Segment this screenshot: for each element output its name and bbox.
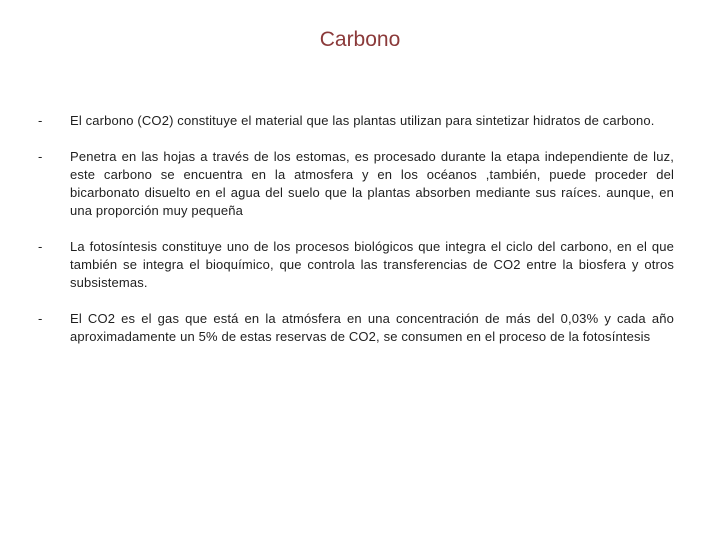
list-item-text: Penetra en las hojas a través de los estomas, es procesado durante la etapa independiente de luz, este carbono se encuentra en la atmosfera y en los océanos ,también, puede proceder del bicarbonato disuelto en el agua del suelo que la plantas absorben mediante sus raíces. aunque, en una proporción muy pequeña [70, 149, 674, 218]
list-item [38, 112, 674, 130]
list-item-text: El carbono (CO2) constituye el material que las plantas utilizan para sintetizar hidratos de carbono. [70, 113, 655, 128]
list-item [38, 148, 674, 220]
list-item [38, 310, 674, 346]
bullet-marker: - [38, 311, 43, 326]
bullet-list [38, 112, 674, 364]
list-item-text: La fotosíntesis constituye uno de los procesos biológicos que integra el ciclo del carbono, en el que también se integra el bioquímico, que controla las transferencias de CO2 entre la biosfera y otros subsistemas. [70, 239, 674, 290]
list-item [38, 238, 674, 292]
bullet-marker: - [38, 113, 43, 128]
slide-title: Carbono [319, 28, 401, 51]
list-item-text: El CO2 es el gas que está en la atmósfera en una concentración de más del 0,03% y cada año aproximadamente un 5% de estas reservas de CO2, se consumen en el proceso de la fotosíntesis [70, 311, 674, 344]
bullet-marker: - [38, 149, 43, 164]
bullet-marker: - [38, 239, 43, 254]
